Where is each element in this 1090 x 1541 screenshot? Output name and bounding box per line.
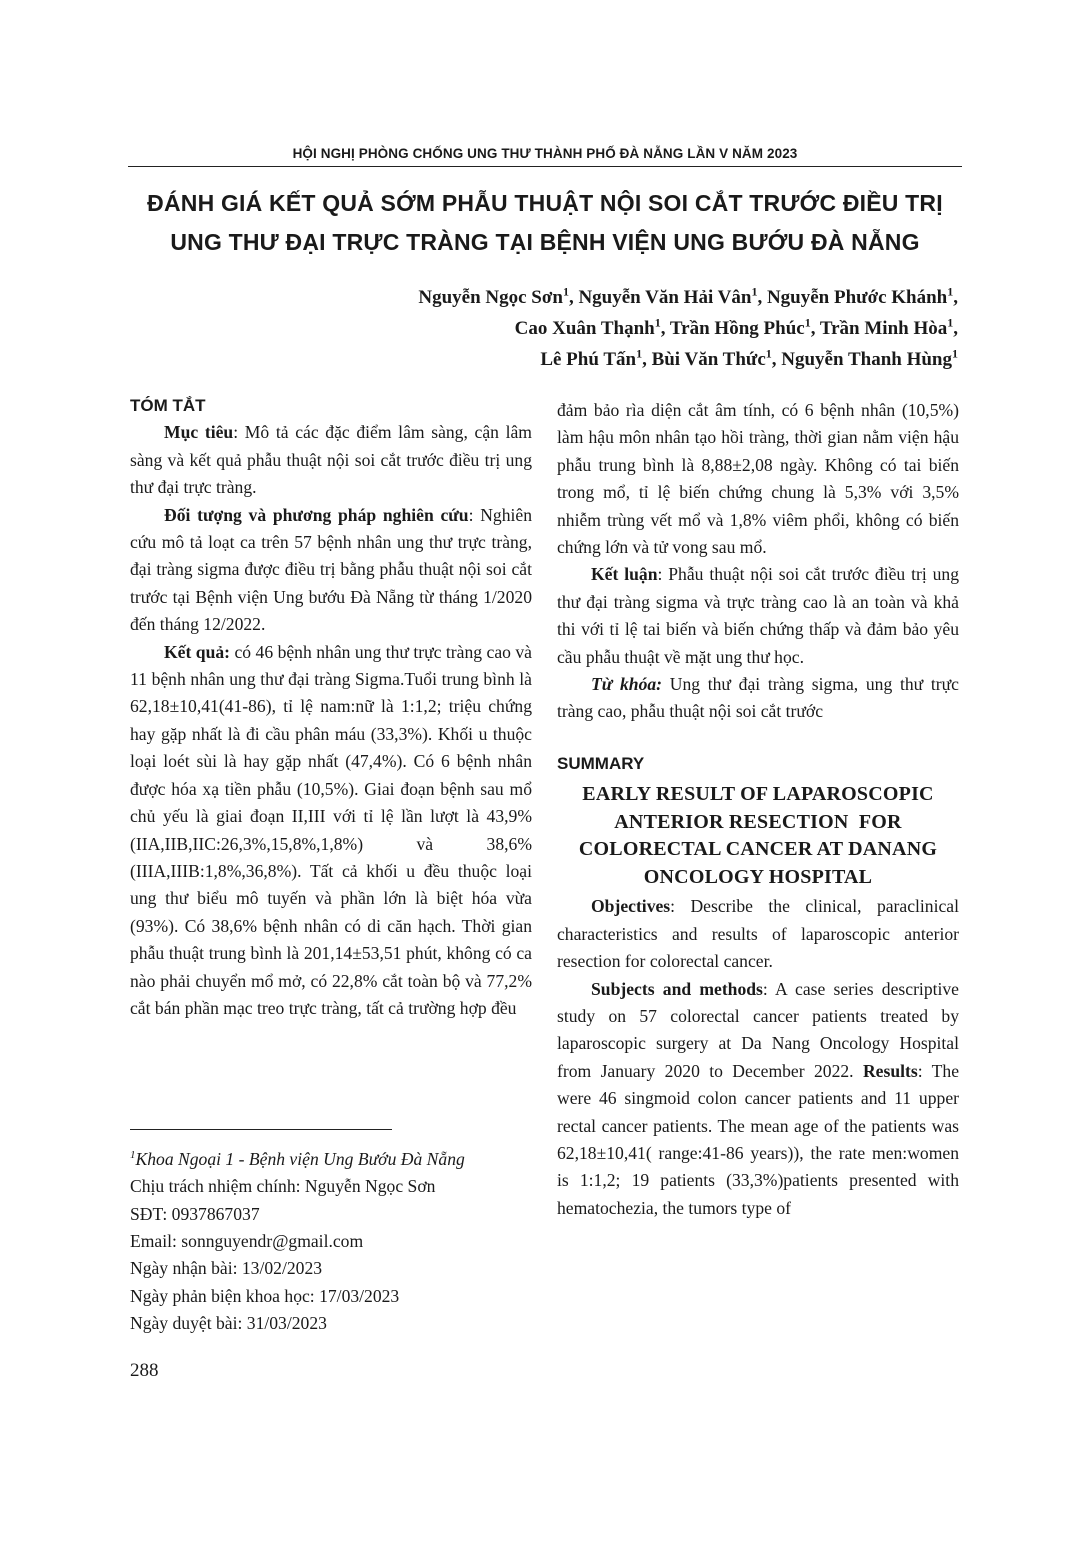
objective-label: Mục tiêu	[164, 422, 234, 443]
abstract-heading: TÓM TẮT	[130, 396, 206, 415]
author-list	[158, 282, 958, 375]
author-name: Lê Phú Tấn	[540, 349, 637, 370]
objective-paragraph	[130, 419, 532, 501]
objective-text: : Mô tả các đặc điểm lâm sàng, cận lâm sàng và kết quả phẫu thuật nội soi cắt trước điều trị ung thư đại trực tràng.	[130, 422, 532, 498]
footnote-phone: SĐT: 0937867037	[130, 1203, 260, 1224]
results-text: có 46 bệnh nhân ung thư trực tràng cao và 11 bệnh nhân ung thư đại tràng Sigma.Tuổi trung bình là 62,18±10,41(41-86), tỉ lệ nam:nữ là 1:1,2; triệu chứng hay gặp nhất là đi cầu phân máu (33,3%). Khối u thuộc loại loét sùi là hay gặp nhất (47,4%). Có 6 bệnh nhân được hóa xạ tiền phẫu (10,5%). Giai đoạn bệnh sau mổ chủ yếu là giai đoạn II,III với tỉ lệ lần lượt là 43,9% (IIA,IIB,IIC:26,3%,15,8%,1,8%) và 38,6% (IIIA,IIIB:1,8%,36,8%). Tất cả khối u đều thuộc loại ung thư biểu mô tuyến và phần lớn là biệt hóa vừa (93%). Có 38,6% bệnh nhân có di căn hạch. Thời gian phẫu thuật trung bình là 201,14±53,51 phút, không có ca nào phải chuyển mổ mở, có 22,8% cắt toàn bộ và 77,2% cắt bán phần mạc treo trực tràng, tất cả trường hợp đều	[130, 641, 532, 1018]
footnote-review-date: Ngày phản biện khoa học: 17/03/2023	[130, 1285, 400, 1306]
header-divider	[128, 166, 962, 167]
en-results-text: : The were 46 singmoid colon cancer patients and 11 upper rectal cancer patients. The mean age of the patients was 62,18±10,41( range:41-86 years)), the rate men:women is 1:1,2; 19 patients (33,3%)patients presented with hematochezia, the tumors type of	[557, 1060, 960, 1218]
keywords-text: Ung thư đại tràng sigma, ung thư trực tràng cao, phẫu thuật nội soi cắt trước	[557, 674, 959, 722]
affiliation-text: Khoa Ngoại 1 - Bệnh viện Ung Bướu Đà Nẵng	[135, 1148, 465, 1169]
affiliation-mark: 1	[562, 284, 569, 299]
en-objectives-paragraph	[557, 893, 959, 975]
affiliation-mark: 1	[765, 346, 772, 361]
en-objectives-label: Objectives	[591, 896, 671, 917]
author-line: Cao Xuân Thạnh$^1$, Trần Hồng Phúc$^1$, Trần Minh Hòa$^1$,	[514, 315, 958, 339]
affiliation-mark: 1	[947, 284, 954, 299]
english-title-line: COLORECTAL CANCER AT DANANG	[578, 838, 938, 861]
footnote-received-date: Ngày nhận bài: 13/02/2023	[130, 1258, 323, 1279]
footnote-responsible: Chịu trách nhiệm chính: Nguyễn Ngọc Sơn	[130, 1176, 436, 1197]
left-column	[130, 392, 532, 1022]
english-title	[557, 781, 959, 891]
results-paragraph	[130, 639, 532, 1023]
paper-title	[100, 184, 990, 262]
author-name: Trần Minh Hòa	[819, 318, 948, 339]
author-name: Nguyễn Ngọc Sơn	[418, 287, 563, 308]
author-name: Trần Hồng Phúc	[669, 318, 805, 339]
en-methods-paragraph	[557, 976, 959, 1223]
summary-heading: SUMMARY	[557, 753, 645, 773]
affiliation-mark: 1	[751, 284, 758, 299]
en-results-label: Results	[862, 1060, 918, 1081]
title-line-1: ĐÁNH GIÁ KẾT QUẢ SỚM PHẪU THUẬT NỘI SOI CẮT TRƯỚC ĐIỀU TRỊ	[147, 190, 943, 216]
author-name: Nguyễn Thanh Hùng	[781, 349, 952, 370]
english-title-line: ANTERIOR RESECTION FOR	[614, 810, 902, 833]
author-line: Nguyễn Ngọc Sơn$^1$, Nguyễn Văn Hải Vân$^1$, Nguyễn Phước Khánh$^1$,	[418, 284, 958, 308]
methods-label: Đối tượng và phương pháp nghiên cứu	[164, 504, 469, 525]
keywords-paragraph	[557, 671, 959, 726]
page-number: 288	[130, 1360, 159, 1381]
footnote-affiliation	[130, 1142, 532, 1173]
author-name: Bùi Văn Thức	[651, 349, 766, 370]
keywords-label: Từ khóa:	[591, 674, 663, 695]
english-title-line: ONCOLOGY HOSPITAL	[643, 865, 873, 888]
methods-text: : Nghiên cứu mô tả loạt ca trên 57 bệnh nhân ung thư trực tràng, đại tràng sigma được điều trị bằng phẫu thuật nội soi cắt trước tại Bệnh viện Ung bướu Đà Nẵng từ tháng 1/2020 đến tháng 12/2022.	[130, 504, 532, 635]
conclusion-label: Kết luận	[591, 564, 658, 585]
results-label: Kết quả:	[164, 641, 231, 662]
author-name: Cao Xuân Thạnh	[514, 318, 655, 339]
affiliation-mark: 1	[952, 346, 958, 361]
results-continuation: đảm bảo rìa diện cắt âm tính, có 6 bệnh nhân (10,5%) làm hậu môn nhân tạo hồi tràng, thời gian nằm viện hậu phẫu trung bình là 8,88±2,08 ngày. Không có tai biến trong mổ, tỉ lệ biến chứng chung là 5,3% với 3,5% nhiễm trùng vết mổ và 1,8% viêm phổi, không có biến chứng lớn và tử vong sau mổ.	[557, 400, 959, 558]
footnote-divider	[130, 1129, 392, 1130]
footnote	[130, 1142, 532, 1338]
en-methods-label: Subjects and methods	[591, 978, 763, 999]
en-methods-text: : A case series descriptive study on 57 colorectal cancer patients treated by laparoscopic surgery at Da Nang Oncology Hospital from January 2020 to December 2022.	[557, 978, 959, 1081]
right-column	[557, 397, 959, 1222]
conclusion-paragraph	[557, 561, 959, 671]
affiliation-mark: 1	[130, 1149, 136, 1161]
conclusion-text: : Phẫu thuật nội soi cắt trước điều trị ung thư đại tràng sigma và trực tràng cao là an toàn và khả thi với tỉ lệ tai biến và biến chứng thấp và đảm bảo yêu cầu phẫu thuật về mặt ung thư học.	[557, 564, 959, 667]
running-head: HỘI NGHỊ PHÒNG CHỐNG UNG THƯ THÀNH PHỐ ĐÀ NẴNG LẦN V NĂM 2023	[292, 146, 798, 161]
affiliation-mark: 1	[654, 315, 661, 330]
footnote-email: Email: sonnguyendr@gmail.com	[130, 1231, 364, 1252]
affiliation-mark: 1	[947, 315, 954, 330]
affiliation-mark: 1	[804, 315, 811, 330]
english-title-line: EARLY RESULT OF LAPAROSCOPIC	[582, 783, 934, 806]
footnote-accepted-date: Ngày duyệt bài: 31/03/2023	[130, 1313, 327, 1334]
en-objectives-text: : Describe the clinical, paraclinical characteristics and results of laparoscopic anterior resection for colorectal cancer.	[557, 896, 959, 972]
title-line-2: UNG THƯ ĐẠI TRỰC TRÀNG TẠI BỆNH VIỆN UNG BƯỚU ĐÀ NẴNG	[170, 229, 920, 255]
affiliation-mark: 1	[636, 346, 643, 361]
author-line: Lê Phú Tấn$^1$, Bùi Văn Thức$^1$, Nguyễn Thanh Hùng$^1$	[540, 346, 958, 370]
author-name: Nguyễn Văn Hải Vân	[578, 287, 752, 308]
methods-paragraph	[130, 502, 532, 639]
author-name: Nguyễn Phước Khánh	[766, 287, 948, 308]
